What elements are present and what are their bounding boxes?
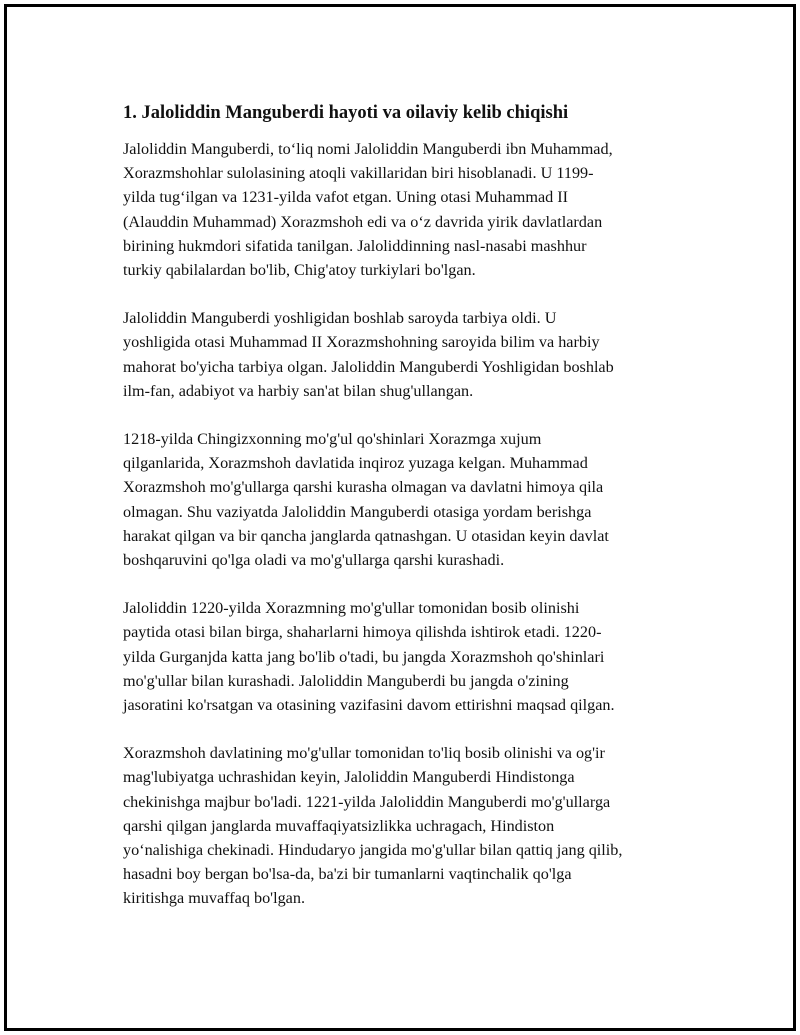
paragraph-line: Xorazmshoh mo'g'ullarga qarshi kurasha olmagan va davlatni himoya qila: [123, 478, 604, 497]
paragraph-line: hasadni boy bergan bo'lsa-da, ba'zi bir tumanlarni vaqtinchalik qo'lga: [123, 865, 572, 884]
paragraph-line: mahorat bo'yicha tarbiya olgan. Jaloliddin Manguberdi Yoshligidan boshlab: [123, 357, 614, 376]
paragraph-line: Jaloliddin 1220-yilda Xorazmning mo'g'ullar tomonidan bosib olinishi: [123, 599, 580, 618]
paragraph-line: yilda Gurganjda katta jang bo'lib o'tadi, bu jangda Xorazmshoh qo'shinlari: [123, 647, 605, 666]
paragraph: [123, 596, 703, 717]
paragraph-line: qilganlarida, Xorazmshoh davlatida inqiroz yuzaga kelgan. Muhammad: [123, 454, 588, 473]
paragraph: [123, 741, 703, 910]
paragraph-line: jasoratini ko'rsatgan va otasining vazifasini davom ettirishni maqsad qilgan.: [123, 696, 615, 715]
paragraph-line: Jaloliddin Manguberdi yoshligidan boshlab saroyda tarbiya oldi. U: [123, 309, 557, 328]
paragraph-list: [123, 137, 703, 911]
paragraph-line: Jaloliddin Manguberdi, to‘liq nomi Jaloliddin Manguberdi ibn Muhammad,: [123, 140, 613, 158]
document-title: 1. Jaloliddin Manguberdi hayoti va oilaviy kelib chiqishi: [123, 103, 569, 123]
paragraph-line: (Alauddin Muhammad) Xorazmshoh edi va o‘z davrida yirik davlatlardan: [123, 212, 603, 231]
paragraph-line: qarshi qilgan janglarda muvaffaqiyatsizlikka uchragach, Hindiston: [123, 816, 555, 835]
paragraph-line: boshqaruvini qo'lga oladi va mo'g'ullarga qarshi kurashadi.: [123, 551, 505, 570]
paragraph-line: Xorazmshohlar sulolasining atoqli vakillaridan biri hisoblanadi. U 1199-: [123, 164, 594, 183]
paragraph-line: Xorazmshoh davlatining mo'g'ullar tomonidan to'liq bosib olinishi va og'ir: [123, 744, 605, 763]
paragraph: [123, 427, 703, 572]
paragraph-line: mag'lubiyatga uchrashidan keyin, Jaloliddin Manguberdi Hindistonga: [123, 768, 575, 787]
paragraph-line: chekinishga majbur bo'ladi. 1221-yilda Jaloliddin Manguberdi mo'g'ullarga: [123, 792, 611, 811]
paragraph-line: turkiy qabilalardan bo'lib, Chig'atoy turkiylari bo'lgan.: [123, 261, 476, 280]
paragraph-line: yilda tug‘ilgan va 1231-yilda vafot etgan. Uning otasi Muhammad II: [123, 188, 569, 207]
paragraph-line: yoshligida otasi Muhammad II Xorazmshohning saroyida bilim va harbiy: [123, 333, 600, 352]
paragraph-line: kiritishga muvaffaq bo'lgan.: [123, 889, 305, 908]
paragraph-line: mo'g'ullar bilan kurashadi. Jaloliddin Manguberdi bu jangda o'zining: [123, 671, 569, 690]
paragraph-line: paytida otasi bilan birga, shaharlarni himoya qilishda ishtirok etadi. 1220-: [123, 623, 602, 642]
document-body: [123, 100, 703, 935]
paragraph-line: ilm-fan, adabiyot va harbiy san'at bilan shug'ullangan.: [123, 381, 474, 400]
paragraph: [123, 306, 703, 403]
paragraph-line: yo‘nalishiga chekinadi. Hindudaryo jangida mo'g'ullar bilan qattiq jang qilib,: [123, 841, 623, 860]
paragraph-line: 1218-yilda Chingizxonning mo'g'ul qo'shinlari Xorazmga xujum: [123, 430, 542, 449]
paragraph-line: olmagan. Shu vaziyatda Jaloliddin Manguberdi otasiga yordam berishga: [123, 502, 592, 521]
page-frame: [4, 4, 796, 1031]
paragraph: [123, 137, 703, 282]
paragraph-line: harakat qilgan va bir qancha janglarda qatnashgan. U otasidan keyin davlat: [123, 526, 609, 545]
paragraph-line: birining hukmdori sifatida tanilgan. Jaloliddinning nasl-nasabi mashhur: [123, 236, 587, 255]
